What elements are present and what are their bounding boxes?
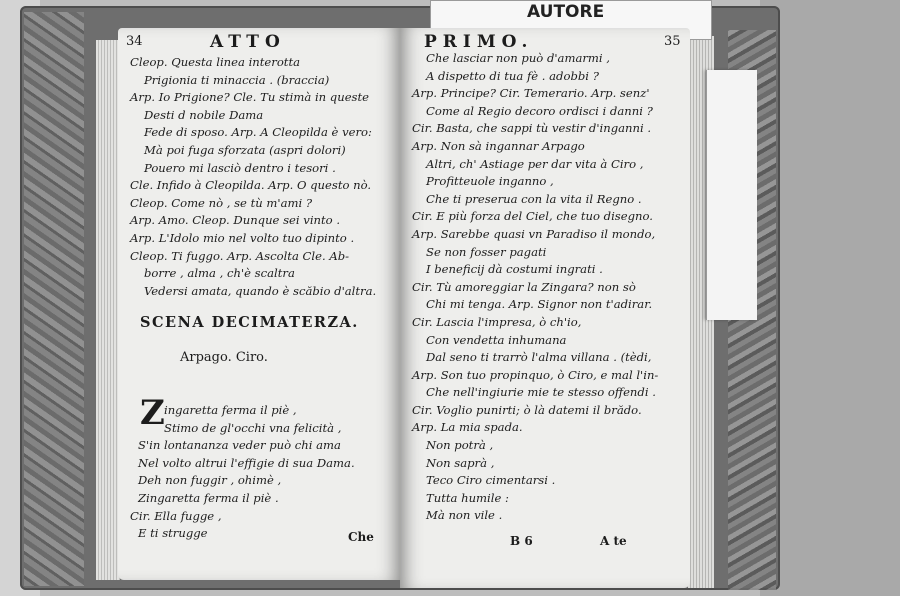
table-surface-right: [760, 0, 900, 596]
scene-characters: Arpago. Ciro.: [180, 350, 268, 365]
text-line: Mà non vile .: [426, 508, 503, 523]
text-line: Con vendetta inhumana: [426, 332, 567, 347]
bookmark-slip: [706, 70, 757, 320]
right-page: [400, 28, 690, 588]
text-line: Arp. Sarebbe quasi vn Paradiso il mondo,: [412, 226, 656, 241]
text-line: Cleop. Ti fuggo. Arp. Ascolta Cle. Ab-: [130, 248, 350, 263]
text-line: Cir. E più forza del Ciel, che tuo disegno.: [412, 209, 653, 224]
right-text: [412, 50, 658, 525]
text-line: Cir. Basta, che sappi tù vestir d'inganni .: [412, 121, 652, 136]
left-text-lower: [130, 402, 355, 543]
text-line: Chi mi tenga. Arp. Signor non t'adirar.: [426, 297, 653, 312]
text-line: A dispetto di tua fè . adobbi ?: [426, 68, 599, 83]
text-line: Mà poi fuga sforzata (aspri dolori): [144, 142, 346, 157]
text-line: Non saprà ,: [426, 455, 495, 470]
text-line: Arp. Io Prigione? Cle. Tu stimà in queste: [130, 90, 370, 105]
left-running-head: ATTO: [210, 32, 286, 52]
text-line: Profitteuole inganno ,: [426, 174, 554, 189]
text-line: Altri, ch' Astiage per dar vita à Ciro ,: [426, 156, 644, 171]
text-line: Arp. Non sà ingannar Arpago: [412, 138, 585, 153]
right-folio: 35: [664, 34, 681, 49]
text-line: Cir. Voglio punirti; ò là datemi il brădo.: [412, 402, 642, 417]
text-line: Che ti preserua con la vita il Regno .: [426, 191, 642, 206]
text-line: Che lasciar non può d'amarmi ,: [426, 51, 610, 65]
text-line: Arp. Son tuo propinquo, ò Ciro, e mal l'in-: [412, 367, 659, 382]
text-line: Prigionia ti minaccia . (braccia): [144, 72, 330, 87]
text-line: E ti strugge: [138, 526, 208, 541]
text-line: Cleop. Questa linea interotta: [130, 55, 301, 69]
text-line: Che nell'ingiurie mie te stesso offendi .: [426, 385, 656, 400]
left-text-upper: [130, 54, 376, 300]
text-line: S'in lontananza veder può chi ama: [138, 438, 341, 453]
scene-heading: SCENA DECIMATERZA.: [140, 314, 359, 331]
text-line: Arp. La mia spada.: [412, 420, 523, 435]
text-line: Dal seno ti trarrò l'alma villana . (tèdi,: [426, 350, 652, 365]
text-line: Vedersi amata, quando è scăbio d'altra.: [144, 283, 377, 298]
text-line: Cir. Tù amoreggiar la Zingara? non sò: [412, 279, 636, 294]
text-line: Tutta humile :: [426, 490, 509, 505]
right-running-head: PRIMO.: [424, 32, 534, 52]
text-line: Cir. Ella fugge ,: [130, 508, 222, 523]
catalog-slip-label: AUTORE: [527, 2, 605, 22]
text-line: Deh non fuggir , ohimè ,: [138, 473, 282, 488]
text-line: Arp. L'Idolo mio nel volto tuo dipinto .: [130, 230, 355, 245]
text-line: ingaretta ferma il piè ,: [164, 403, 297, 417]
text-line: Come al Regio decoro ordisci i danni ?: [426, 103, 653, 118]
text-line: Pouero mi lasciò dentro i tesori .: [144, 160, 336, 175]
left-page: [118, 28, 400, 580]
text-line: Se non fosser pagati: [426, 244, 547, 259]
text-line: Stimo de gl'occhi vna felicità ,: [164, 420, 342, 435]
text-line: Arp. Amo. Cleop. Dunque sei vinto .: [130, 213, 341, 228]
text-line: Teco Ciro cimentarsi .: [426, 473, 556, 488]
text-line: Non potrà ,: [426, 438, 494, 453]
text-line: Cle. Infido à Cleopilda. Arp. O questo nò.: [130, 178, 372, 193]
text-line: Cir. Lascia l'impresa, ò ch'io,: [412, 314, 582, 329]
text-line: borre , alma , ch'è scaltra: [144, 266, 295, 281]
text-line: Cleop. Come nò , se tù m'ami ?: [130, 195, 313, 210]
drop-capital: Z: [140, 393, 165, 433]
page-edges-left: [96, 40, 120, 580]
signature-mark: B 6: [510, 534, 533, 548]
text-line: Arp. Principe? Cir. Temerario. Arp. senz': [412, 86, 650, 101]
left-folio: 34: [126, 34, 143, 49]
text-line: Desti d nobile Dama: [144, 107, 264, 122]
left-catchword: Che: [348, 530, 374, 544]
right-catchword: A te: [600, 534, 627, 548]
text-line: Fede di sposo. Arp. A Cleopilda è vero:: [144, 125, 372, 140]
text-line: Nel volto altrui l'effigie di sua Dama.: [138, 455, 355, 470]
text-line: I beneficij dà costumi ingrati .: [426, 262, 603, 277]
text-line: Zingaretta ferma il piè .: [138, 490, 279, 505]
marbled-cover-left: [24, 12, 84, 586]
